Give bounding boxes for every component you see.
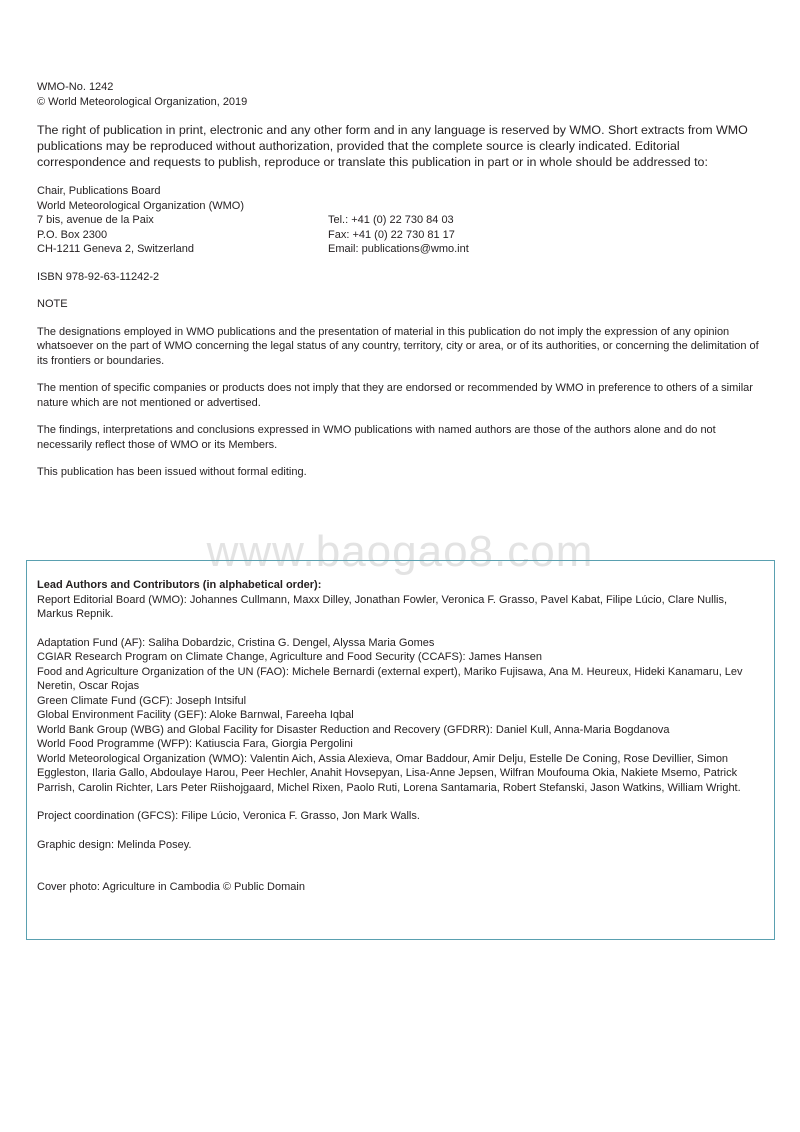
contributors-box	[26, 560, 775, 940]
email-line[interactable]: Email: publications@wmo.int	[328, 243, 469, 256]
address-line: CH-1211 Geneva 2, Switzerland	[37, 243, 194, 256]
graphic-design: Graphic design: Melinda Posey.	[37, 838, 192, 851]
address-block	[37, 184, 765, 257]
contributor-line: CGIAR Research Program on Climate Change, Agriculture and Food Security (CCAFS): James Hansen	[37, 651, 542, 663]
note-paragraph: The findings, interpretations and conclusions expressed in WMO publications with named authors are those of the authors alone and do not necessarily reflect those of WMO or its Members.	[37, 424, 716, 451]
note-paragraph: The mention of specific companies or products does not imply that they are endorsed or recommended by WMO in preference to others of a similar nature which are not mentioned or advertised.	[37, 382, 753, 409]
note-heading: NOTE	[37, 298, 68, 311]
project-coordination: Project coordination (GFCS): Filipe Lúcio, Veronica F. Grasso, Jon Mark Walls.	[37, 810, 420, 822]
address-line: World Meteorological Organization (WMO)	[37, 199, 245, 212]
note-paragraph: The designations employed in WMO publications and the presentation of material in this publication do not imply the expression of any opinion whatsoever on the part of WMO concerning the legal status of any country, territory, city or area, or of its authorities, or concerning the delimitation of its frontiers or boundaries.	[37, 325, 759, 367]
cover-photo-credit: Cover photo: Agriculture in Cambodia © Public Domain	[37, 881, 305, 893]
contributor-line: World Bank Group (WBG) and Global Facility for Disaster Reduction and Recovery (GFDRR): Daniel Kull, Anna-Maria Bogdanova	[37, 723, 670, 736]
editorial-board: Report Editorial Board (WMO): Johannes Cullmann, Maxx Dilley, Jonathan Fowler, Veronica F. Grasso, Pavel Kabat, Filipe Lúcio, Clare Nullis, Markus Repnik.	[37, 593, 728, 620]
watermark: www.baogao8.com	[206, 527, 594, 576]
contributor-line: World Meteorological Organization (WMO): Valentin Aich, Assia Alexieva, Omar Baddour, Amir Delju, Estelle De Coning, Rose Devillier, Simon Eggleston, Ilaria Gallo, Abdoulaye Harou, Peer Hechler, Anahit Hovsepyan, Lisa-Anne Jepsen, Wilfran Moufouma Okia, Nakiete Msemo, Patrick Parrish, Carolin Richter, Lars Peter Riishojgaard, Michel Rixen, Paolo Ruti, Lorena Santamaria, Robert Stefanski, Jason Watkins, William Wright.	[37, 752, 741, 794]
note-paragraph: This publication has been issued without formal editing.	[37, 466, 307, 479]
fax-line: Fax: +41 (0) 22 730 81 17	[328, 228, 455, 241]
contributor-line: Green Climate Fund (GCF): Joseph Intsiful	[37, 694, 247, 707]
copyright-line: © World Meteorological Organization, 2019	[37, 95, 248, 108]
imprint-section	[37, 80, 765, 480]
address-line: P.O. Box 2300	[37, 228, 108, 241]
doc-number: WMO-No. 1242	[37, 81, 114, 93]
address-line: 7 bis, avenue de la Paix	[37, 214, 154, 227]
tel-line: Tel.: +41 (0) 22 730 84 03	[328, 214, 454, 227]
contributors-title: Lead Authors and Contributors (in alphabetical order):	[37, 579, 322, 591]
contributor-line: World Food Programme (WFP): Katiuscia Fara, Giorgia Pergolini	[37, 738, 353, 750]
contributor-line: Global Environment Facility (GEF): Aloke Barnwal, Fareeha Iqbal	[37, 709, 354, 721]
contributor-line: Adaptation Fund (AF): Saliha Dobardzic, Cristina G. Dengel, Alyssa Maria Gomes	[37, 636, 435, 649]
contributor-line: Food and Agriculture Organization of the UN (FAO): Michele Bernardi (external expert), Mariko Fujisawa, Ana M. Heureux, Hideki Kanamaru, Lev Neretin, Oscar Rojas	[37, 665, 743, 692]
rights-paragraph: The right of publication in print, electronic and any other form and in any language is reserved by WMO. Short extracts from WMO publications may be reproduced without authorization, provided that the complete source is clearly indicated. Editorial correspondence and requests to publish, reproduce or translate this publication in part or in whole should be addressed to:	[37, 123, 748, 169]
isbn: ISBN 978-92-63-11242-2	[37, 270, 160, 283]
address-line: Chair, Publications Board	[37, 185, 161, 198]
